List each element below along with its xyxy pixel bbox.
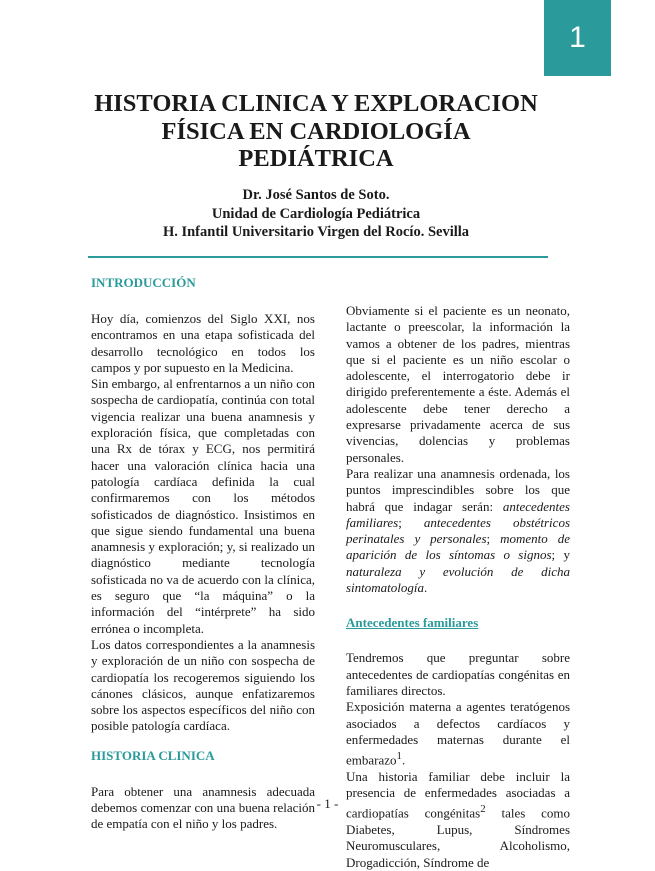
separator: ; — [486, 531, 501, 547]
author-name: Dr. José Santos de Soto. — [242, 187, 390, 203]
right-paragraph-4 — [346, 699, 570, 769]
clinical-history-heading: HISTORIA CLINICA — [91, 747, 215, 763]
point-symptom-evolution: naturaleza y evolución de dicha sintomatología — [346, 563, 570, 596]
page-number: - 1 - — [316, 796, 339, 811]
separator: ; y — [551, 547, 570, 563]
terminator: . — [424, 580, 428, 596]
title-line-2: FÍSICA EN CARDIOLOGÍA — [161, 117, 471, 145]
family-history-heading: Antecedentes familiares — [346, 615, 479, 631]
title-line-3: PEDIÁTRICA — [238, 145, 394, 172]
chapter-number-badge: 1 — [544, 0, 611, 76]
intro-paragraph-1: Hoy día, comienzos del Siglo XXI, nos encontramos en una etapa sofisticada del desarrollo tecnológico en todos los campos y por supuesto en la Medicina. — [91, 311, 315, 375]
terminator: . — [401, 752, 406, 768]
anamnesis-intro-text: Para realizar una anamnesis ordenada, los puntos imprescindibles sobre los que habrá que indagar serán: — [346, 465, 570, 514]
article-title — [40, 90, 592, 173]
left-column — [91, 275, 315, 833]
point-symptom-onset: momento de aparición de los síntomas o signos — [346, 531, 570, 563]
intro-paragraph-2: Sin embargo, al enfrentarnos a un niño con sospecha de cardiopatía, continúa con total vigencia realizar una buena anamnesis y exploración física, que completadas con una Rx de tórax y ECG, nos permitirá hacer una valoración clínica hacia una patología cardíaca definida la cual confirmaremos con los métodos sofisticados de diagnóstico. Insistimos en que sigue siendo fundamental una buena anamnesis y exploración; y, si realizado un diagnóstico mediante tecnología sofisticada no va de acuerdo con la clínica, es seguro que “la máquina” o la información del “intérprete” ha sido errónea o incompleta. — [91, 376, 315, 636]
teratogen-text: Exposición materna a agentes teratógenos asociados a defectos cardíacos y enfermedades maternas durante el embarazo — [346, 699, 570, 768]
section-divider — [88, 256, 548, 258]
anamnesis-points-paragraph — [346, 466, 570, 596]
reference-1: 1 — [396, 750, 402, 763]
author-unit: Unidad de Cardiología Pediátrica — [211, 205, 421, 222]
introduction-heading: INTRODUCCIÓN — [91, 275, 196, 290]
right-paragraph-1: Obviamente si el paciente es un neonato, lactante o preescolar, la información la vamos a obtener de los padres, mientras que si el paciente es un niño escolar o adolescente, el interrogatorio debe ir dirigido preferentemente a éste. Además el adolescente debe tener derecho a expresarse privadamente acerca de sus vivencias, dolencias y problemas personales. — [346, 303, 570, 465]
reference-2: 2 — [480, 803, 486, 816]
family-history-text-a: Una historia familiar debe incluir la presencia de enfermedades asociadas a cardiopatías congénitas — [346, 768, 570, 821]
separator: ; — [398, 514, 424, 530]
right-paragraph-5 — [346, 769, 570, 871]
point-obstetric-history: antecedentes obstétricos perinatales y personales — [346, 514, 570, 547]
intro-paragraph-3: Los datos correspondientes a la anamnesis y exploración de un niño con sospecha de cardiopatía los recogeremos siguiendo los cánones clásicos, aunque enfatizaremos sobre los aspectos específicos del niño con posible patología cardíaca. — [91, 636, 315, 734]
author-block — [40, 186, 592, 242]
point-family-history: antecedentes familiares — [346, 498, 570, 530]
history-paragraph-1: Para obtener una anamnesis adecuada debemos comenzar con una buena relación de empatía con el niño y los padres. — [91, 783, 315, 832]
family-history-text-b: tales como Diabetes, Lupus, Síndromes Neuromusculares, Alcoholismo, Drogadicción, Síndrome de — [346, 805, 570, 870]
right-paragraph-3: Tendremos que preguntar sobre antecedentes de cardiopatías congénitas en familiares directos. — [346, 650, 570, 698]
right-column — [346, 303, 570, 871]
title-line-1: HISTORIA CLINICA Y EXPLORACION — [94, 90, 538, 117]
author-hospital: H. Infantil Universitario Virgen del Rocío. Sevilla — [162, 224, 470, 240]
